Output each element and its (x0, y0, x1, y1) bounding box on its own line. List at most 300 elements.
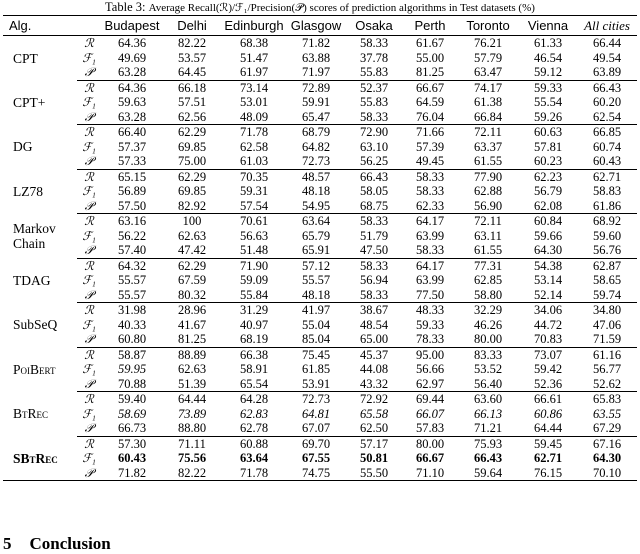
metric-label: 𝒫 (77, 377, 101, 392)
score-cell: 63.88 (301, 50, 331, 65)
algorithm-name: DG (13, 139, 33, 155)
score-cell: 47.50 (345, 243, 403, 258)
score-cell: 61.55 (457, 243, 519, 258)
score-cell: 68.38 (239, 36, 269, 50)
header-toronto: Toronto (457, 16, 519, 36)
score-cell: 85.04 (287, 332, 345, 347)
score-cell: 72.92 (359, 392, 389, 406)
score-cell: 55.04 (301, 317, 331, 332)
score-cell: 82.22 (163, 466, 221, 481)
score-cell: 59.33 (533, 80, 563, 95)
score-cell: 62.97 (403, 377, 457, 392)
score-cell: 66.67 (415, 80, 445, 95)
score-cell: 63.16 (117, 214, 147, 228)
table-row (3, 347, 637, 362)
score-cell: 80.32 (163, 288, 221, 303)
score-cell: 59.45 (533, 436, 563, 451)
score-cell: 55.57 (301, 273, 331, 287)
score-cell: 56.40 (457, 377, 519, 392)
score-cell: 52.37 (359, 80, 389, 95)
score-cell: 55.54 (533, 95, 563, 109)
score-cell: 57.79 (473, 50, 503, 65)
table-row (3, 65, 637, 80)
score-cell: 64.59 (415, 95, 445, 109)
score-cell: 56.90 (457, 199, 519, 214)
metric-label: ℛ (84, 80, 94, 95)
metric-label: 𝒫 (77, 466, 101, 481)
metric-label: ℱ₁ (82, 95, 96, 109)
score-cell: 71.90 (239, 258, 269, 273)
score-cell: 57.83 (403, 421, 457, 436)
algorithm-name: CPT+ (13, 94, 46, 110)
score-cell: 58.91 (239, 362, 269, 376)
table-row (3, 95, 637, 110)
score-cell: 61.03 (221, 154, 287, 169)
score-cell: 60.63 (533, 125, 563, 139)
score-cell: 66.44 (592, 36, 622, 50)
table-row (3, 184, 637, 199)
score-cell: 59.63 (117, 95, 147, 109)
score-cell: 56.63 (239, 228, 269, 243)
score-cell: 43.32 (345, 377, 403, 392)
table-row (3, 214, 637, 229)
score-cell: 70.88 (101, 377, 163, 392)
score-cell: 38.67 (359, 303, 389, 317)
score-cell: 71.11 (178, 436, 206, 451)
score-cell: 58.69 (117, 406, 147, 421)
score-cell: 61.38 (473, 95, 503, 109)
score-cell: 57.33 (101, 154, 163, 169)
table-row (3, 466, 637, 481)
section-title: Conclusion (29, 534, 111, 553)
score-cell: 66.43 (473, 451, 503, 465)
score-cell: 62.54 (577, 110, 637, 125)
score-cell: 48.09 (221, 110, 287, 125)
caption-label: Table 3: (105, 0, 146, 14)
score-cell: 95.00 (415, 347, 445, 362)
score-cell: 49.54 (592, 50, 622, 65)
score-cell: 72.89 (301, 80, 331, 95)
score-cell: 55.57 (117, 273, 147, 287)
score-cell: 67.07 (287, 421, 345, 436)
table-caption (0, 0, 640, 15)
score-cell: 69.70 (301, 436, 331, 451)
score-cell: 62.63 (177, 362, 207, 376)
score-cell: 66.67 (415, 451, 445, 465)
metric-label: ℱ₁ (82, 184, 96, 198)
algorithm-name: TDAG (13, 272, 51, 288)
table-row (3, 332, 637, 347)
table-row (3, 154, 637, 169)
score-cell: 46.54 (533, 50, 563, 65)
score-cell: 69.85 (177, 184, 207, 198)
score-cell: 28.96 (177, 303, 207, 317)
score-cell: 51.47 (239, 50, 269, 65)
score-cell: 62.33 (403, 199, 457, 214)
score-cell: 49.45 (403, 154, 457, 169)
score-cell: 48.54 (359, 317, 389, 332)
score-cell: 64.36 (117, 36, 147, 50)
algorithm-name: CPT (13, 50, 38, 66)
score-cell: 66.40 (117, 125, 147, 139)
table-row (3, 80, 637, 95)
score-cell: 67.29 (577, 421, 637, 436)
score-cell: 59.09 (239, 273, 269, 287)
algorithm-name: SBtRec (3, 436, 77, 481)
score-cell: 62.85 (473, 273, 503, 287)
metric-label: ℛ (84, 169, 94, 184)
score-cell: 82.22 (177, 36, 207, 50)
score-cell: 59.66 (533, 228, 563, 243)
score-cell: 63.47 (457, 65, 519, 80)
table-row (3, 377, 637, 392)
score-cell: 61.55 (457, 154, 519, 169)
score-cell: 52.14 (519, 288, 577, 303)
score-cell: 75.45 (301, 347, 331, 362)
algorithm-name: PoiBert (13, 361, 56, 377)
score-cell: 63.60 (473, 392, 503, 406)
score-cell: 40.97 (239, 317, 269, 332)
score-cell: 58.33 (359, 214, 389, 228)
score-cell: 72.11 (474, 214, 502, 228)
score-cell: 61.85 (301, 362, 331, 376)
score-cell: 58.33 (403, 243, 457, 258)
score-cell: 69.85 (177, 139, 207, 154)
algorithm-name: BtRec (13, 406, 49, 422)
table-row (3, 51, 637, 66)
header-glasgow: Glasgow (287, 16, 345, 36)
score-cell: 72.90 (359, 125, 389, 139)
metric-label: ℛ (84, 392, 94, 406)
score-cell: 47.06 (592, 317, 622, 332)
score-cell: 34.80 (592, 303, 622, 317)
algorithm-name: SubSeQ (13, 317, 58, 333)
table-row (3, 36, 637, 51)
score-cell: 48.33 (415, 303, 445, 317)
score-cell: 59.60 (592, 228, 622, 243)
score-cell: 58.33 (415, 169, 445, 184)
score-cell: 80.00 (415, 436, 445, 451)
score-cell: 59.64 (457, 466, 519, 481)
metric-label: ℱ₁ (82, 50, 96, 65)
metric-label: 𝒫 (77, 65, 101, 80)
score-cell: 74.17 (473, 80, 503, 95)
score-cell: 56.22 (117, 228, 147, 243)
score-cell: 56.25 (345, 154, 403, 169)
table-header-row (3, 16, 637, 36)
metric-label: 𝒫 (77, 288, 101, 303)
score-cell: 60.43 (117, 451, 147, 465)
table-row (3, 110, 637, 125)
score-cell: 57.17 (359, 436, 389, 451)
score-cell: 56.66 (415, 362, 445, 376)
score-cell: 48.57 (301, 169, 331, 184)
score-cell: 57.81 (533, 139, 563, 154)
score-cell: 71.97 (287, 65, 345, 80)
header-metric (77, 16, 101, 36)
score-cell: 37.78 (359, 50, 389, 65)
score-cell: 57.40 (101, 243, 163, 258)
score-cell: 59.26 (519, 110, 577, 125)
score-cell: 100 (182, 214, 202, 228)
metric-label: 𝒫 (77, 154, 101, 169)
metric-label: ℛ (84, 36, 94, 50)
score-cell: 60.20 (592, 95, 622, 109)
score-cell: 58.33 (359, 258, 389, 273)
table-row (3, 243, 637, 258)
score-cell: 70.83 (519, 332, 577, 347)
score-cell: 60.74 (592, 139, 622, 154)
score-cell: 71.82 (301, 36, 331, 50)
score-cell: 80.00 (457, 332, 519, 347)
score-cell: 46.26 (473, 317, 503, 332)
score-cell: 62.83 (239, 406, 269, 421)
score-cell: 62.71 (592, 169, 622, 184)
score-cell: 57.37 (117, 139, 147, 154)
metric-label: ℱ₁ (82, 317, 96, 332)
score-cell: 69.44 (415, 392, 445, 406)
table-row (3, 199, 637, 214)
score-cell: 62.71 (533, 451, 563, 465)
score-cell: 76.04 (403, 110, 457, 125)
score-cell: 67.59 (177, 273, 207, 287)
section-number: 5 (3, 534, 12, 553)
score-cell: 34.06 (533, 303, 563, 317)
score-cell: 67.16 (592, 436, 622, 451)
score-cell: 64.44 (177, 392, 207, 406)
score-cell: 61.67 (415, 36, 445, 50)
score-cell: 75.00 (163, 154, 221, 169)
score-cell: 57.54 (221, 199, 287, 214)
score-cell: 58.33 (415, 184, 445, 198)
score-cell: 58.33 (359, 36, 389, 50)
score-cell: 59.91 (301, 95, 331, 109)
metric-label: ℱ₁ (82, 228, 96, 243)
header-all-cities: All cities (577, 16, 637, 36)
score-cell: 65.47 (287, 110, 345, 125)
score-cell: 66.38 (239, 347, 269, 362)
score-cell: 63.64 (301, 214, 331, 228)
score-cell: 58.87 (117, 347, 147, 362)
score-cell: 57.51 (177, 95, 207, 109)
metric-label: 𝒫 (77, 332, 101, 347)
score-cell: 55.84 (221, 288, 287, 303)
score-cell: 66.18 (177, 80, 207, 95)
algorithm-name: LZ78 (13, 183, 43, 199)
score-cell: 71.21 (457, 421, 519, 436)
score-cell: 88.89 (177, 347, 207, 362)
score-cell: 58.33 (345, 288, 403, 303)
score-cell: 78.33 (403, 332, 457, 347)
score-cell: 44.72 (533, 317, 563, 332)
score-cell: 63.55 (592, 406, 622, 421)
score-cell: 71.10 (403, 466, 457, 481)
score-cell: 77.31 (473, 258, 503, 273)
score-cell: 54.38 (533, 258, 563, 273)
metric-label: ℛ (84, 214, 94, 228)
metric-label: ℱ₁ (82, 273, 96, 287)
table-row (3, 392, 637, 407)
score-cell: 51.79 (359, 228, 389, 243)
score-cell: 65.00 (345, 332, 403, 347)
score-cell: 31.29 (239, 303, 269, 317)
score-cell: 72.11 (474, 125, 502, 139)
table-row (3, 169, 637, 184)
score-cell: 63.11 (474, 228, 502, 243)
score-cell: 73.89 (177, 406, 207, 421)
score-cell: 75.93 (473, 436, 503, 451)
score-cell: 59.95 (117, 362, 147, 376)
table-row (3, 421, 637, 436)
score-cell: 64.82 (301, 139, 331, 154)
score-cell: 63.64 (239, 451, 269, 465)
score-cell: 62.88 (473, 184, 503, 198)
metric-label: ℱ₁ (82, 451, 96, 465)
score-cell: 52.36 (519, 377, 577, 392)
score-cell: 55.00 (415, 50, 445, 65)
metric-label: 𝒫 (77, 421, 101, 436)
score-cell: 62.78 (221, 421, 287, 436)
score-cell: 63.37 (473, 139, 503, 154)
score-cell: 62.50 (345, 421, 403, 436)
score-cell: 58.80 (457, 288, 519, 303)
score-cell: 83.33 (473, 347, 503, 362)
score-cell: 71.78 (239, 125, 269, 139)
score-cell: 59.12 (519, 65, 577, 80)
score-cell: 64.45 (163, 65, 221, 80)
score-cell: 65.54 (221, 377, 287, 392)
header-budapest: Budapest (101, 16, 163, 36)
table-row (3, 362, 637, 377)
score-cell: 58.83 (592, 184, 622, 198)
table-row (3, 273, 637, 288)
table-row (3, 288, 637, 303)
score-cell: 63.10 (359, 139, 389, 154)
score-cell: 51.39 (163, 377, 221, 392)
metric-label: ℱ₁ (82, 139, 96, 154)
score-cell: 57.39 (415, 139, 445, 154)
metric-label: 𝒫 (77, 199, 101, 214)
score-cell: 64.30 (592, 451, 622, 465)
score-cell: 60.80 (101, 332, 163, 347)
score-cell: 59.31 (239, 184, 269, 198)
score-cell: 58.65 (592, 273, 622, 287)
table-row (3, 229, 637, 244)
score-cell: 62.87 (592, 258, 622, 273)
score-cell: 66.84 (457, 110, 519, 125)
score-cell: 56.79 (533, 184, 563, 198)
header-perth: Perth (403, 16, 457, 36)
score-cell: 60.43 (577, 154, 637, 169)
score-cell: 62.23 (533, 169, 563, 184)
metric-label: 𝒫 (77, 243, 101, 258)
algorithm-name: Markov Chain (13, 220, 56, 251)
score-cell: 60.84 (533, 214, 563, 228)
score-cell: 56.77 (592, 362, 622, 376)
score-cell: 58.05 (359, 184, 389, 198)
score-cell: 41.67 (177, 317, 207, 332)
score-cell: 62.29 (177, 169, 207, 184)
score-cell: 62.08 (519, 199, 577, 214)
score-cell: 70.61 (239, 214, 269, 228)
score-cell: 76.21 (473, 36, 503, 50)
score-cell: 40.33 (117, 317, 147, 332)
score-cell: 61.16 (592, 347, 622, 362)
caption-text: Average Recall(ℛ)/ℱ₁/Precision(𝒫) scores of prediction algorithms in Test datasets (%) (148, 2, 535, 14)
score-cell: 56.76 (577, 243, 637, 258)
score-cell: 53.52 (473, 362, 503, 376)
score-cell: 68.79 (301, 125, 331, 139)
score-cell: 72.73 (287, 154, 345, 169)
score-cell: 55.50 (345, 466, 403, 481)
table-row (3, 436, 637, 451)
score-cell: 55.83 (345, 65, 403, 80)
score-cell: 66.61 (533, 392, 563, 406)
score-cell: 81.25 (403, 65, 457, 80)
score-cell: 55.57 (101, 288, 163, 303)
score-cell: 54.95 (287, 199, 345, 214)
score-cell: 56.94 (359, 273, 389, 287)
score-cell: 50.81 (359, 451, 389, 465)
score-cell: 62.29 (177, 258, 207, 273)
score-cell: 45.37 (359, 347, 389, 362)
score-cell: 53.91 (287, 377, 345, 392)
score-cell: 67.55 (301, 451, 331, 465)
table-row (3, 258, 637, 273)
score-cell: 57.30 (117, 436, 147, 451)
score-cell: 70.10 (577, 466, 637, 481)
section-heading (3, 534, 111, 554)
score-cell: 88.80 (163, 421, 221, 436)
score-cell: 63.28 (101, 65, 163, 80)
score-cell: 60.88 (239, 436, 269, 451)
score-cell: 63.89 (577, 65, 637, 80)
metric-label: 𝒫 (77, 110, 101, 125)
score-cell: 49.69 (117, 50, 147, 65)
score-cell: 65.15 (117, 169, 147, 184)
score-cell: 63.99 (415, 228, 445, 243)
score-cell: 65.83 (592, 392, 622, 406)
score-cell: 81.25 (163, 332, 221, 347)
score-cell: 61.33 (533, 36, 563, 50)
score-cell: 64.17 (415, 214, 445, 228)
table-row (3, 451, 637, 466)
score-cell: 48.18 (301, 184, 331, 198)
score-cell: 55.83 (359, 95, 389, 109)
score-cell: 68.19 (221, 332, 287, 347)
score-cell: 48.18 (287, 288, 345, 303)
score-cell: 61.97 (221, 65, 287, 80)
score-cell: 65.58 (359, 406, 389, 421)
score-cell: 62.63 (177, 228, 207, 243)
metric-label: ℛ (84, 436, 94, 451)
score-cell: 44.08 (359, 362, 389, 376)
score-cell: 32.29 (473, 303, 503, 317)
score-cell: 66.07 (415, 406, 445, 421)
metric-label: ℛ (84, 258, 94, 273)
score-cell: 51.48 (221, 243, 287, 258)
results-table (3, 15, 637, 481)
score-cell: 57.12 (301, 258, 331, 273)
score-cell: 66.73 (101, 421, 163, 436)
score-cell: 61.86 (577, 199, 637, 214)
header-vienna: Vienna (519, 16, 577, 36)
metric-label: ℛ (84, 125, 94, 139)
header-delhi: Delhi (163, 16, 221, 36)
score-cell: 41.97 (301, 303, 331, 317)
score-cell: 77.90 (473, 169, 503, 184)
score-cell: 65.91 (287, 243, 345, 258)
